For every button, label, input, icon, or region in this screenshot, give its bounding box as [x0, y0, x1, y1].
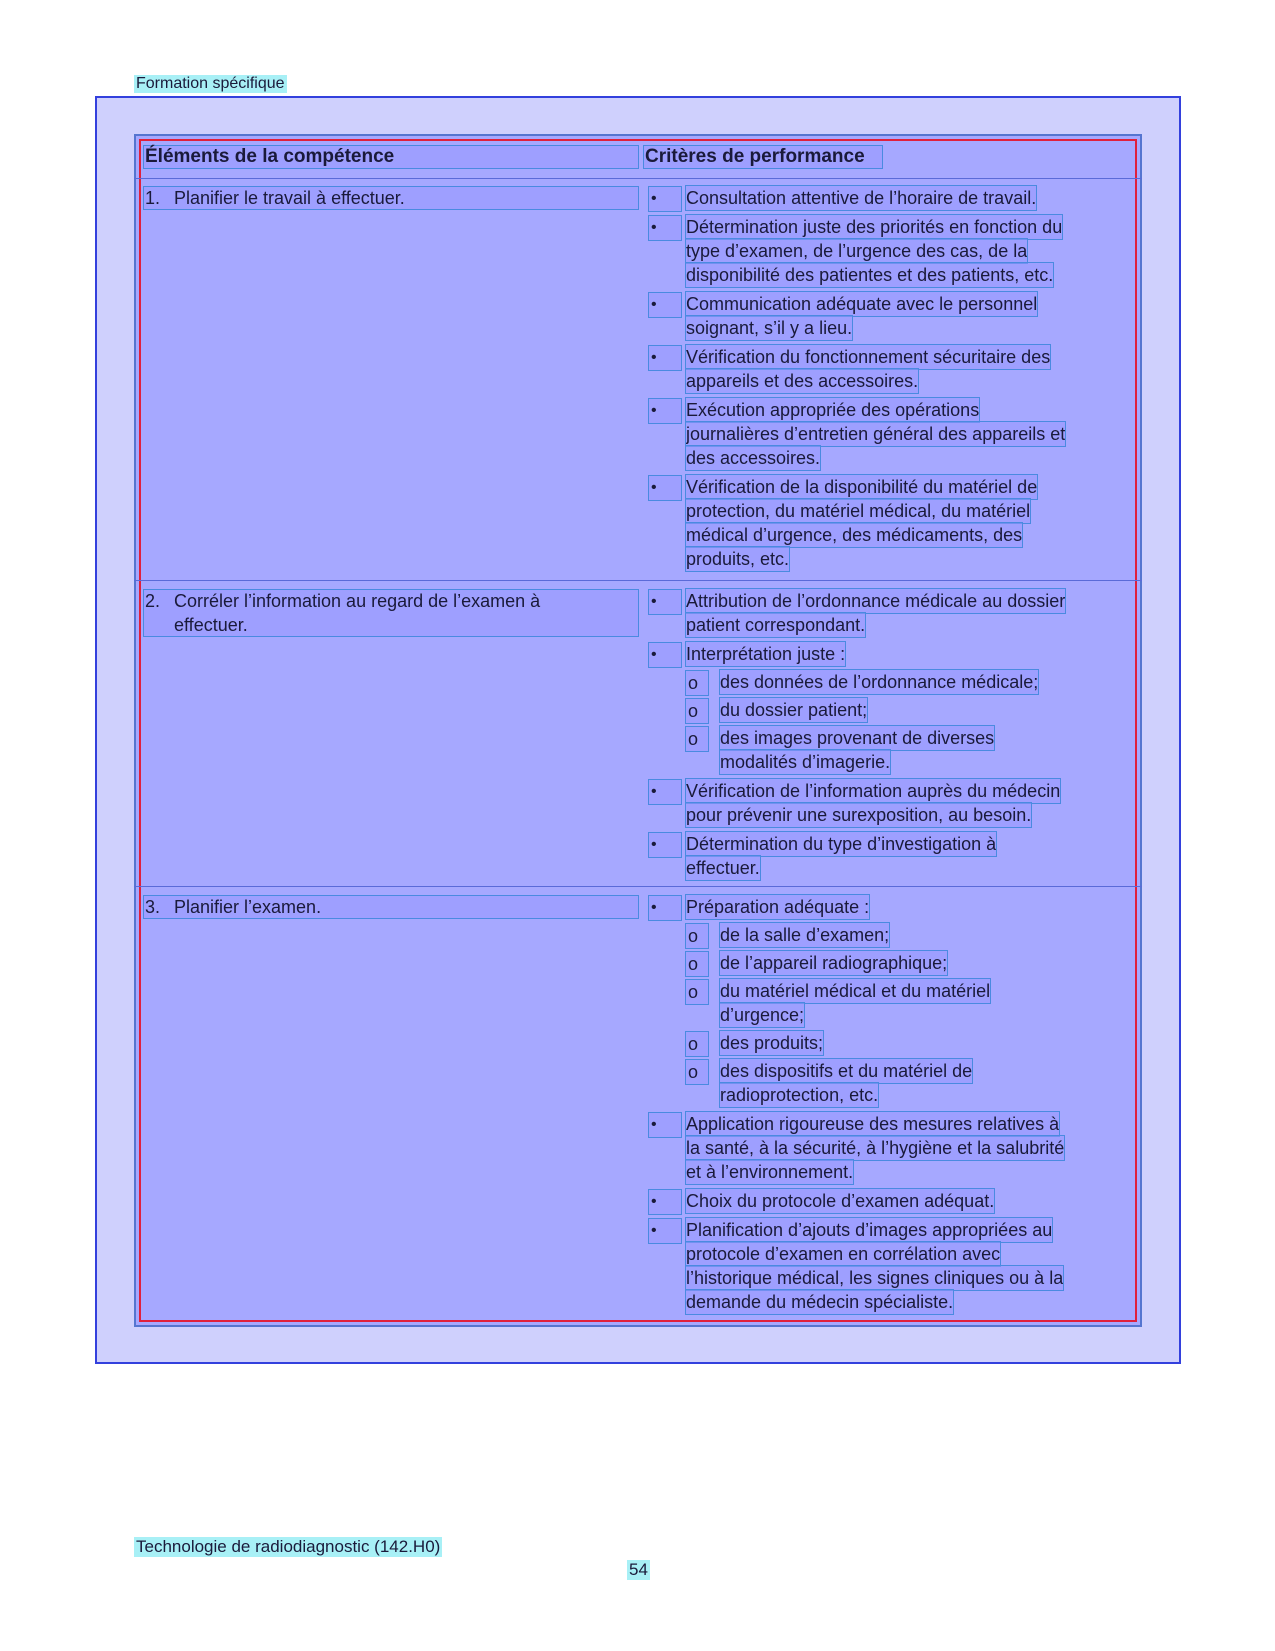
sub-criterion-line: de l’appareil radiographique;: [720, 953, 948, 973]
sub-bullet-icon: o: [685, 951, 709, 977]
row-divider: [134, 580, 1142, 581]
criterion-line: protection, du matériel médical, du matériel: [686, 501, 1031, 521]
bullet-icon: •: [648, 215, 682, 241]
sub-criterion-line: modalités d’imagerie.: [720, 752, 891, 772]
criterion-line: journalières d’entretien général des appareils et: [686, 424, 1066, 444]
bullet-icon: •: [648, 779, 682, 805]
element-number: 1.: [145, 188, 161, 208]
bullet-icon: •: [648, 1218, 682, 1244]
criterion-line: Interprétation juste :: [686, 644, 846, 664]
sub-criterion-line: d’urgence;: [720, 1005, 805, 1025]
criterion-line: pour prévenir une surexposition, au besoin.: [686, 805, 1032, 825]
criterion-line: protocole d’examen en corrélation avec: [686, 1244, 1001, 1264]
page-header: Formation spécifique: [136, 75, 285, 92]
col1-header: Éléments de la compétence: [145, 146, 395, 167]
criterion-line: soignant, s’il y a lieu.: [686, 318, 853, 338]
criterion-line: Vérification de la disponibilité du matériel de: [686, 477, 1038, 497]
element-number: 3.: [145, 897, 161, 917]
bullet-icon: •: [648, 186, 682, 212]
bullet-icon: •: [648, 398, 682, 424]
footer-title: Technologie de radiodiagnostic (142.H0): [136, 1537, 441, 1556]
criterion-line: Choix du protocole d’examen adéquat.: [686, 1191, 995, 1211]
criterion-line: médical d’urgence, des médicaments, des: [686, 525, 1023, 545]
element-text: Planifier le travail à effectuer.: [174, 188, 405, 208]
criterion-line: Communication adéquate avec le personnel: [686, 294, 1038, 314]
bullet-icon: •: [648, 1112, 682, 1138]
criterion-line: type d’examen, de l’urgence des cas, de la: [686, 241, 1028, 261]
element-number: 2.: [145, 591, 161, 611]
bullet-icon: •: [648, 345, 682, 371]
criterion-line: Préparation adéquate :: [686, 897, 870, 917]
criterion-line: Détermination du type d’investigation à: [686, 834, 997, 854]
criterion-line: appareils et des accessoires.: [686, 371, 919, 391]
row-divider: [134, 886, 1142, 887]
criterion-line: Exécution appropriée des opérations: [686, 400, 980, 420]
criterion-line: Vérification de l’information auprès du médecin: [686, 781, 1061, 801]
criterion-line: Application rigoureuse des mesures relatives à: [686, 1114, 1060, 1134]
criterion-line: Détermination juste des priorités en fonction du: [686, 217, 1063, 237]
bullet-icon: •: [648, 589, 682, 615]
row-divider: [134, 178, 1142, 179]
page-number: 54: [629, 1560, 648, 1579]
bullet-icon: •: [648, 292, 682, 318]
bullet-icon: •: [648, 832, 682, 858]
criterion-line: patient correspondant.: [686, 615, 866, 635]
bullet-icon: •: [648, 475, 682, 501]
element-text: effectuer.: [174, 615, 248, 635]
criterion-line: la santé, à la sécurité, à l’hygiène et la salubrité: [686, 1138, 1065, 1158]
sub-bullet-icon: o: [685, 979, 709, 1005]
col2-header: Critères de performance: [645, 146, 865, 167]
criterion-line: Attribution de l’ordonnance médicale au dossier: [686, 591, 1066, 611]
sub-bullet-icon: o: [685, 698, 709, 724]
sub-criterion-line: du matériel médical et du matériel: [720, 981, 991, 1001]
criterion-line: effectuer.: [686, 858, 760, 878]
criterion-line: Vérification du fonctionnement sécuritaire des: [686, 347, 1051, 367]
criterion-line: demande du médecin spécialiste.: [686, 1292, 954, 1312]
sub-criterion-line: des dispositifs et du matériel de: [720, 1061, 973, 1081]
sub-criterion-line: du dossier patient;: [720, 700, 868, 720]
element-text: Planifier l’examen.: [174, 897, 322, 917]
criterion-line: Consultation attentive de l’horaire de travail.: [686, 188, 1037, 208]
element-text: Corréler l’information au regard de l’examen à: [174, 591, 541, 611]
criterion-line: l’historique médical, les signes cliniques ou à la: [686, 1268, 1064, 1288]
sub-bullet-icon: o: [685, 1059, 709, 1085]
criterion-line: des accessoires.: [686, 448, 821, 468]
sub-criterion-line: des images provenant de diverses: [720, 728, 995, 748]
sub-criterion-line: des produits;: [720, 1033, 824, 1053]
sub-bullet-icon: o: [685, 923, 709, 949]
criterion-line: disponibilité des patientes et des patients, etc.: [686, 265, 1054, 285]
criterion-line: Planification d’ajouts d’images appropriées au: [686, 1220, 1053, 1240]
sub-bullet-icon: o: [685, 1031, 709, 1057]
criterion-line: et à l’environnement.: [686, 1162, 854, 1182]
sub-bullet-icon: o: [685, 670, 709, 696]
sub-criterion-line: des données de l’ordonnance médicale;: [720, 672, 1039, 692]
sub-bullet-icon: o: [685, 726, 709, 752]
bullet-icon: •: [648, 895, 682, 921]
criterion-line: produits, etc.: [686, 549, 790, 569]
bullet-icon: •: [648, 1189, 682, 1215]
sub-criterion-line: radioprotection, etc.: [720, 1085, 879, 1105]
bullet-icon: •: [648, 642, 682, 668]
sub-criterion-line: de la salle d’examen;: [720, 925, 890, 945]
